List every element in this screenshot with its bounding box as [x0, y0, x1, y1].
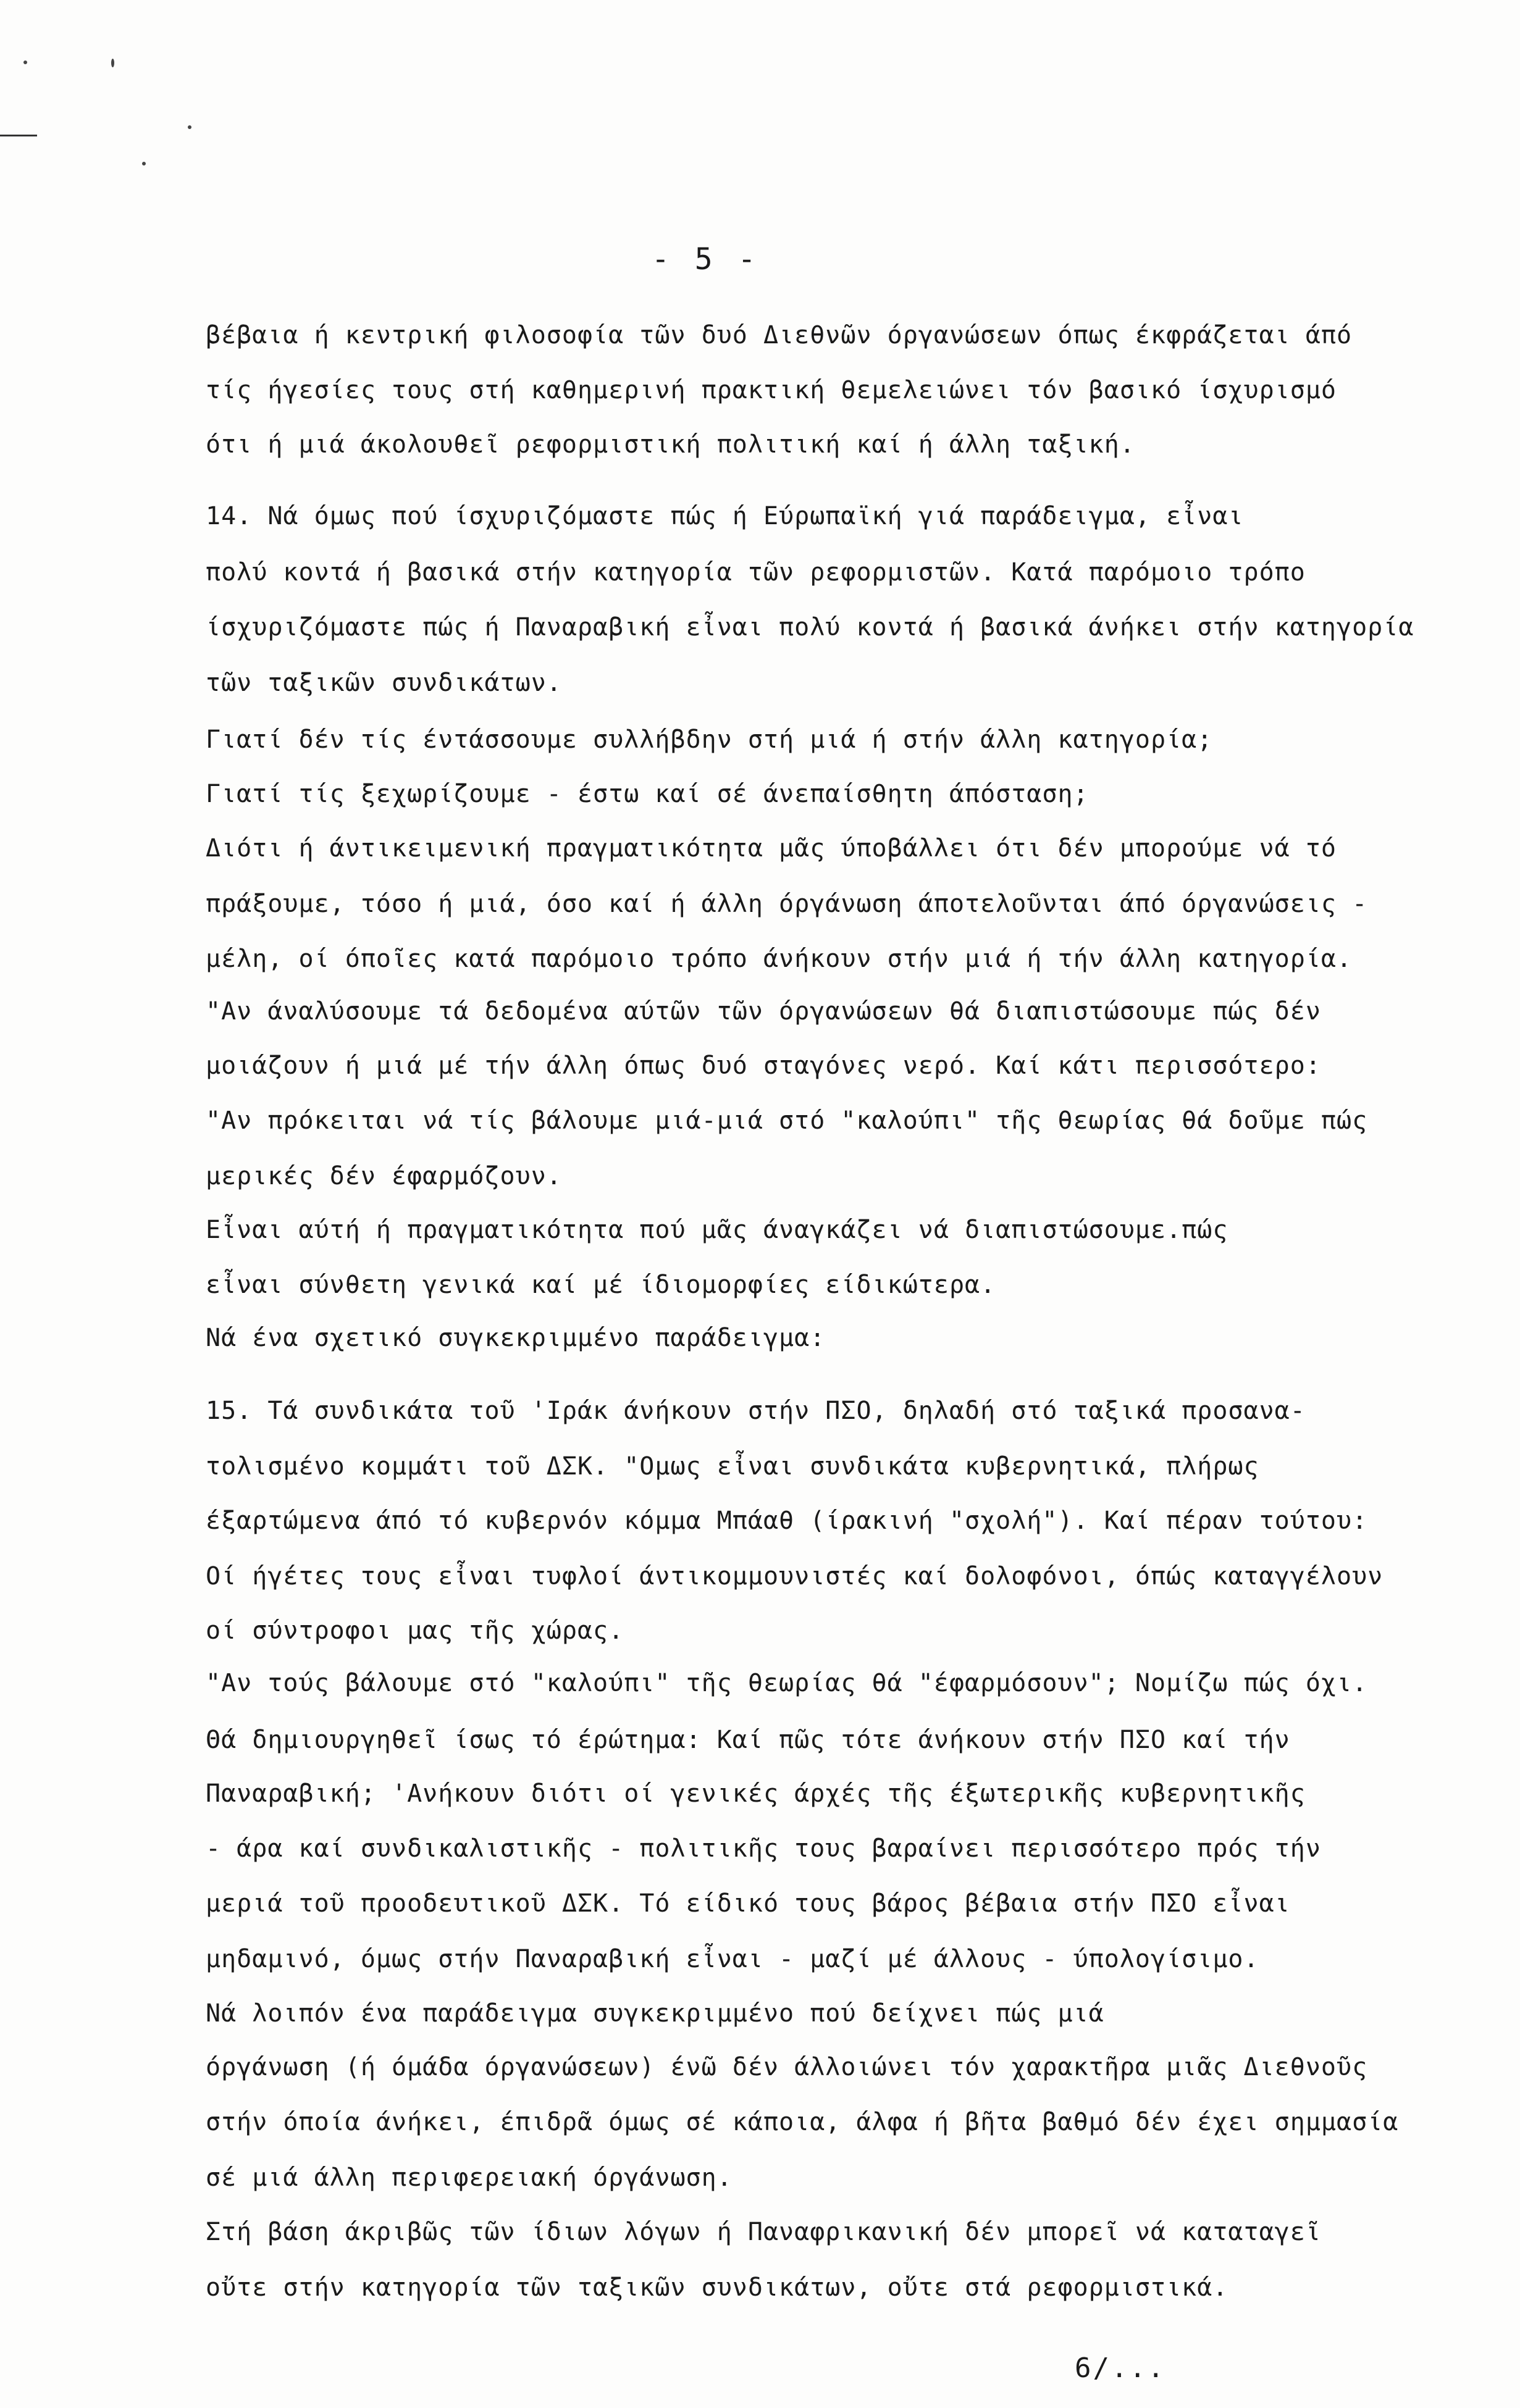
- text-line: μερικές δέν έφαρμόζουν.: [206, 1162, 562, 1190]
- text-line: μεριά τοῦ προοδευτικοῦ ΔΣΚ. Τό είδικό τους βάρος βέβαια στήν ΠΣΟ εἶναι: [206, 1889, 1290, 1918]
- page-number: - 5 -: [652, 242, 760, 277]
- scan-speck: [23, 61, 27, 64]
- text-line: Διότι ή άντικειμενική πραγματικότητα μᾶς ύποβάλλει ότι δέν μπορούμε νά τό: [206, 834, 1337, 863]
- text-line: 14. Νά όμως πού ίσχυριζόμαστε πώς ή Εύρωπαϊκή γιά παράδειγμα, εἶναι: [206, 502, 1244, 530]
- text-line: μοιάζουν ή μιά μέ τήν άλλη όπως δυό σταγόνες νερό. Καί κάτι περισσότερο:: [206, 1051, 1321, 1080]
- text-line: βέβαια ή κεντρική φιλοσοφία τῶν δυό Διεθνῶν όργανώσεων όπως έκφράζεται άπό: [206, 321, 1353, 349]
- margin-scan-mark: [0, 135, 37, 136]
- text-line: Γιατί τίς ξεχωρίζουμε - έστω καί σέ άνεπαίσθητη άπόσταση;: [206, 780, 1089, 808]
- text-line: τῶν ταξικῶν συνδικάτων.: [206, 669, 562, 697]
- text-line: μέλη, οί όποῖες κατά παρόμοιο τρόπο άνήκουν στήν μιά ή τήν άλλη κατηγορία.: [206, 945, 1353, 973]
- text-line: οὔτε στήν κατηγορία τῶν ταξικῶν συνδικάτων, οὔτε στά ρεφορμιστικά.: [206, 2273, 1228, 2302]
- text-line: "Αν πρόκειται νά τίς βάλουμε μιά-μιά στό "καλούπι" τῆς θεωρίας θά δοῦμε πώς: [206, 1106, 1368, 1135]
- text-line: Παναραβική; 'Ανήκουν διότι οί γενικές άρχές τῆς έξωτερικῆς κυβερνητικῆς: [206, 1779, 1306, 1808]
- text-line: Οί ήγέτες τους εἶναι τυφλοί άντικομμουνιστές καί δολοφόνοι, όπώς καταγγέλουν: [206, 1562, 1384, 1591]
- text-line: - άρα καί συνδικαλιστικῆς - πολιτικῆς τους βαραίνει περισσότερο πρός τήν: [206, 1834, 1321, 1863]
- text-line: πράξουμε, τόσο ή μιά, όσο καί ή άλλη όργάνωση άποτελοῦνται άπό όργανώσεις -: [206, 890, 1368, 918]
- text-line: Στή βάση άκριβῶς τῶν ίδιων λόγων ή Παναφρικανική δέν μπορεῖ νά καταταγεῖ: [206, 2218, 1321, 2246]
- text-line: μηδαμινό, όμως στήν Παναραβική εἶναι - μαζί μέ άλλους - ύπολογίσιμο.: [206, 1945, 1259, 1973]
- text-line: 15. Τά συνδικάτα τοῦ 'Ιράκ άνήκουν στήν ΠΣΟ, δηλαδή στό ταξικά προσανα-: [206, 1397, 1306, 1425]
- text-line: στήν όποία άνήκει, έπιδρᾶ όμως σέ κάποια, άλφα ή βῆτα βαθμό δέν έχει σημμασία: [206, 2108, 1399, 2136]
- text-line: εἶναι σύνθετη γενικά καί μέ ίδιομορφίες είδικώτερα.: [206, 1271, 996, 1299]
- text-line: Νά ένα σχετικό συγκεκριμμένο παράδειγμα:: [206, 1324, 826, 1352]
- scan-speck: [111, 59, 114, 67]
- text-line: "Αν άναλύσουμε τά δεδομένα αύτῶν τῶν όργανώσεων θά διαπιστώσουμε πώς δέν: [206, 997, 1321, 1026]
- text-line: όργάνωση (ή όμάδα όργανώσεων) ένῶ δέν άλλοιώνει τόν χαρακτῆρα μιᾶς Διεθνοῦς: [206, 2053, 1368, 2081]
- text-line: τίς ήγεσίες τους στή καθημερινή πρακτική θεμελειώνει τόν βασικό ίσχυρισμό: [206, 376, 1337, 404]
- text-line: ότι ή μιά άκολουθεῖ ρεφορμιστική πολιτική καί ή άλλη ταξική.: [206, 430, 1135, 459]
- text-line: σέ μιά άλλη περιφερειακή όργάνωση.: [206, 2163, 733, 2192]
- text-line: Θά δημιουργηθεῖ ίσως τό έρώτημα: Καί πῶς τότε άνήκουν στήν ΠΣΟ καί τήν: [206, 1726, 1290, 1754]
- text-line: πολύ κοντά ή βασικά στήν κατηγορία τῶν ρεφορμιστῶν. Κατά παρόμοιο τρόπο: [206, 558, 1306, 587]
- text-line: ίσχυριζόμαστε πώς ή Παναραβική εἶναι πολύ κοντά ή βασικά άνήκει στήν κατηγορία: [206, 613, 1414, 642]
- text-line: έξαρτώμενα άπό τό κυβερνόν κόμμα Μπάαθ (ίρακινή "σχολή"). Καί πέραν τούτου:: [206, 1507, 1368, 1535]
- scan-speck: [188, 125, 191, 129]
- text-line: Γιατί δέν τίς έντάσσουμε συλλήβδην στή μιά ή στήν άλλη κατηγορία;: [206, 725, 1213, 754]
- text-line: "Αν τούς βάλουμε στό "καλούπι" τῆς θεωρίας θά "έφαρμόσουν"; Νομίζω πώς όχι.: [206, 1669, 1368, 1697]
- text-line: οί σύντροφοι μας τῆς χώρας.: [206, 1616, 624, 1645]
- text-line: Εἶναι αύτή ή πραγματικότητα πού μᾶς άναγκάζει νά διαπιστώσουμε.πώς: [206, 1216, 1228, 1244]
- scan-speck: [142, 162, 146, 165]
- continuation-mark: 6/...: [1075, 2352, 1166, 2384]
- text-line: τολισμένο κομμάτι τοῦ ΔΣΚ. "Ομως εἶναι συνδικάτα κυβερνητικά, πλήρως: [206, 1452, 1259, 1481]
- text-line: Νά λοιπόν ένα παράδειγμα συγκεκριμμένο πού δείχνει πώς μιά: [206, 1999, 1104, 2028]
